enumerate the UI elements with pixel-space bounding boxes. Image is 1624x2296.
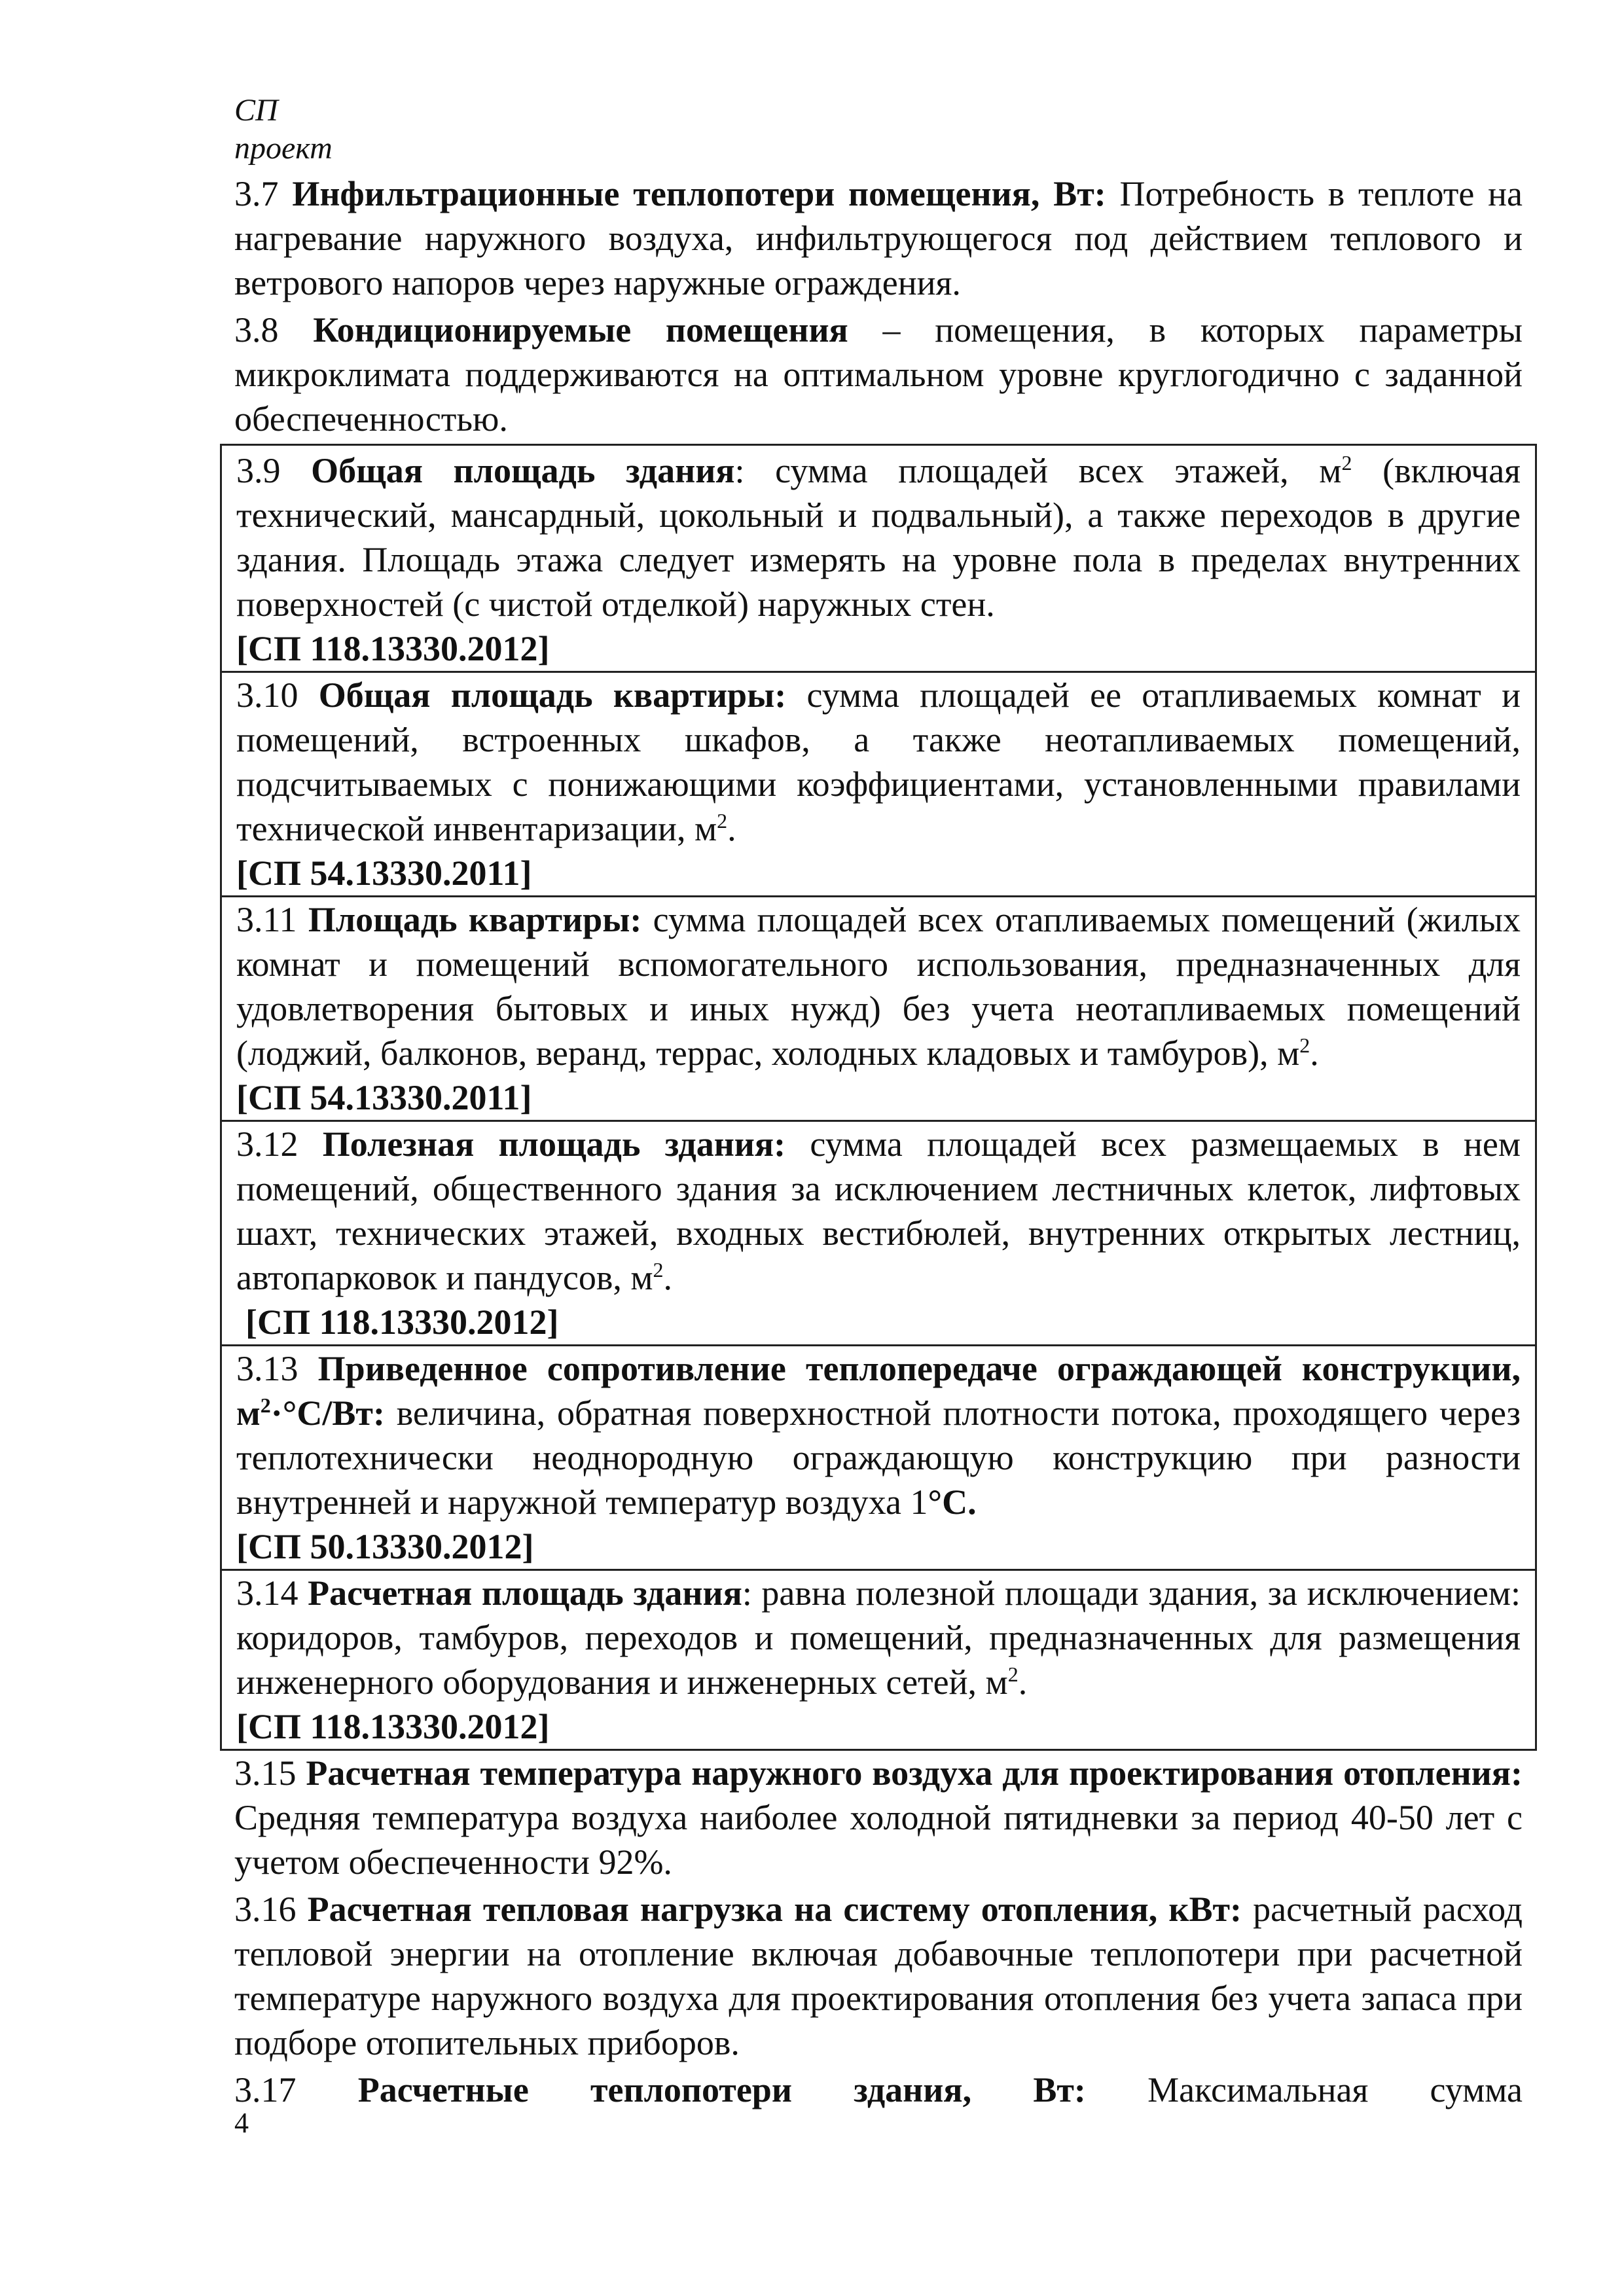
term: Расчетные теплопотери здания, Вт:	[357, 2070, 1086, 2109]
term: Полезная площадь здания:	[322, 1124, 786, 1164]
definition-3-9: 3.9 Общая площадь здания: сумма площадей всех этажей, $м^2$ (включая технический, мансардный, цокольный и подвальный), а также переходов в другие здания. Площадь этажа следует измерять на уровне пола в пределах внутренних поверхностей (с чистой отделкой) наружных стен. [СП 118.13330.2012]	[222, 448, 1535, 673]
definition-3-8: 3.8 Кондиционируемые помещения – помещения, в которых параметры микроклимата поддерживаются на оптимальном уровне круглогодично с заданной обеспеченностью.	[234, 310, 1523, 439]
document-header	[234, 92, 333, 168]
term: Расчетная площадь здания	[308, 1573, 742, 1613]
definition-3-17: 3.17 Расчетные теплопотери здания, Вт: Максимальная сумма	[234, 2070, 1523, 2109]
term: Инфильтрационные теплопотери помещения, Вт:	[292, 174, 1106, 213]
definition-3-12: 3.12 Полезная площадь здания: сумма площадей всех размещаемых в нем помещений, общественного здания за исключением лестничных клеток, лифтовых шахт, технических этажей, входных вестибюлей, внутренних открытых лестниц, автопарковок и пандусов, $м^2$. [СП 118.13330.2012]	[222, 1122, 1535, 1346]
document-body	[234, 171, 1523, 2115]
header-line-1: СП	[234, 93, 278, 128]
reference: [СП 118.13330.2012]	[236, 1707, 550, 1746]
bordered-definitions-table	[220, 444, 1537, 1751]
definition-3-15: 3.15 Расчетная температура наружного воздуха для проектирования отопления: Средняя температура воздуха наиболее холодной пятидневки за период 40-50 лет с учетом обеспеченности 92%.	[234, 1753, 1523, 1882]
reference: [СП 118.13330.2012]	[245, 1302, 559, 1342]
definition-3-13: 3.13 Приведенное сопротивление теплопередаче ограждающей конструкции, $м^2\cdot^\circ С/Вт$: величина, обратная поверхностной плотности потока, проходящего через теплотехнически неоднородную ограждающую конструкцию при разности внутренней и наружной температур воздуха 1°С. [СП 50.13330.2012]	[222, 1346, 1535, 1571]
term: Приведенное сопротивление теплопередаче ограждающей конструкции, $м^2\cdot^\circ С/Вт$:	[236, 1349, 1521, 1433]
reference: [СП 50.13330.2012]	[236, 1527, 534, 1566]
term: Расчетная температура наружного воздуха для проектирования отопления:	[306, 1753, 1523, 1793]
definition-3-11: 3.11 Площадь квартиры: сумма площадей всех отапливаемых помещений (жилых комнат и помещений вспомогательного использования, предназначенных для удовлетворения бытовых и иных нужд) без учета неотапливаемых помещений (лоджий, балконов, веранд, террас, холодных кладовых и тамбуров), $м^2$. [СП 54.13330.2011]	[222, 897, 1535, 1122]
reference: [СП 118.13330.2012]	[236, 629, 550, 668]
term: Кондиционируемые помещения	[313, 310, 848, 350]
page-number: 4	[234, 2107, 249, 2139]
reference: [СП 54.13330.2011]	[236, 853, 532, 893]
header-line-2: проект	[234, 131, 333, 166]
definition-3-7: 3.7 Инфильтрационные теплопотери помещения, Вт: Потребность в теплоте на нагревание наружного воздуха, инфильтрующегося под действием теплового и ветрового напоров через наружные ограждения.	[234, 174, 1523, 302]
reference: [СП 54.13330.2011]	[236, 1078, 532, 1117]
definition-3-10: 3.10 Общая площадь квартиры: сумма площадей ее отапливаемых комнат и помещений, встроенных шкафов, а также неотапливаемых помещений, подсчитываемых с понижающими коэффициентами, установленными правилами технической инвентаризации, $м^2$. [СП 54.13330.2011]	[222, 673, 1535, 897]
term: Общая площадь здания	[311, 451, 735, 490]
term: Расчетная тепловая нагрузка на систему отопления, кВт:	[307, 1890, 1242, 1929]
term: Площадь квартиры:	[308, 900, 642, 939]
definition-3-14: 3.14 Расчетная площадь здания: равна полезной площади здания, за исключением: коридоров, тамбуров, переходов и помещений, предназначенных для размещения инженерного оборудования и инженерных сетей, $м^2$. [СП 118.13330.2012]	[222, 1571, 1535, 1749]
term: Общая площадь квартиры:	[318, 675, 787, 715]
definition-3-16: 3.16 Расчетная тепловая нагрузка на систему отопления, кВт: расчетный расход тепловой энергии на отопление включая добавочные теплопотери при расчетной температуре наружного воздуха для проектирования отопления без учета запаса при подборе отопительных приборов.	[234, 1890, 1523, 2062]
